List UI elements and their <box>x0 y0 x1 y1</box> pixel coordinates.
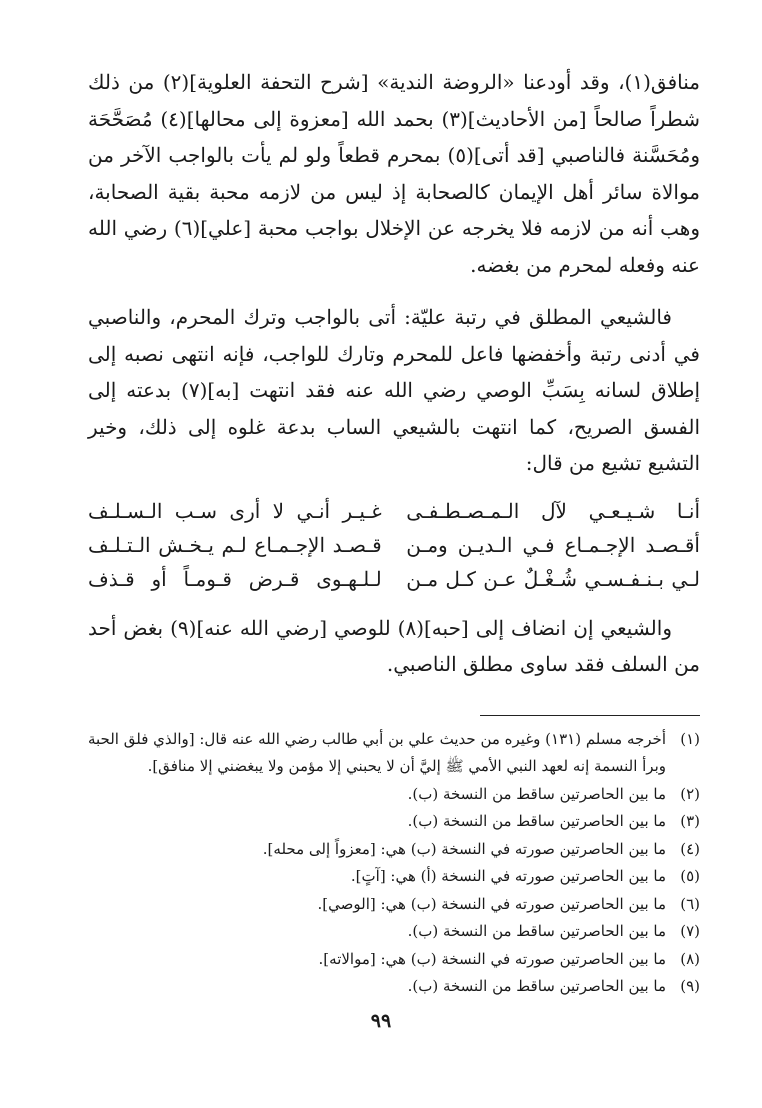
verse-second-hemistich: غـيـر أنـي لا أرى سـب الـسـلـف <box>88 498 382 523</box>
footnote-number: (١) <box>680 729 700 748</box>
footnote-3 <box>88 808 700 836</box>
footnote-7 <box>88 918 700 946</box>
poem-verse-1 <box>88 494 700 528</box>
footnote-8 <box>88 946 700 974</box>
footnote-5 <box>88 863 700 891</box>
footnote-number: (٨) <box>680 949 700 968</box>
verse-second-hemistich: لـلـهـوى قـرض قـومـاً أو قـذف <box>88 566 382 591</box>
page-number: ٩٩ <box>370 1010 392 1032</box>
footnote-number: (٦) <box>680 894 700 913</box>
footnote-number: (٩) <box>680 977 700 995</box>
footnote-number: (٥) <box>680 867 700 885</box>
verse-first-hemistich: أنـا شـيـعـي لآل الـمـصـطـفـى <box>406 498 700 523</box>
footnote-9 <box>88 973 700 1001</box>
footnote-text: ما بين الحاصرتين ساقط من النسخة (ب). <box>407 977 666 995</box>
footnote-1 <box>88 726 700 781</box>
closing-paragraph: والشيعي إن انضاف إلى [حبه](٨) للوصي [رضي الله عنه](٩) بغض أحد من السلف فقد ساوى مطلق الناصبي. <box>88 615 700 676</box>
footnote-2 <box>88 781 700 809</box>
footnote-6 <box>88 891 700 919</box>
verse-first-hemistich: لـي بـنـفـسـي شُـغْـلٌ عـن كـل مـن <box>406 566 700 591</box>
footnote-text: ما بين الحاصرتين صورته في النسخة (ب) هي: [الوصي]. <box>317 894 666 913</box>
verse-first-hemistich: أقـصـد الإجـمـاع فـي الـديـن ومـن <box>406 532 700 557</box>
footnote-number: (٢) <box>680 784 700 803</box>
footnote-text: ما بين الحاصرتين صورته في النسخة (ب) هي: [معزواً إلى محله]. <box>262 839 666 858</box>
footnote-text: ما بين الحاصرتين ساقط من النسخة (ب). <box>407 812 666 830</box>
verse-second-hemistich: قـصـد الإجـمـاع لـم يـخـش الـتـلـف <box>88 532 382 557</box>
poem-verse-2 <box>88 528 700 562</box>
paragraph-gap <box>88 283 700 299</box>
footnote-text: ما بين الحاصرتين صورته في النسخة (ب) هي: [موالاته]. <box>318 949 666 968</box>
footnote-text: ما بين الحاصرتين ساقط من النسخة (ب). <box>407 784 666 803</box>
footnote-number: (٧) <box>680 922 700 940</box>
poem-verse-3 <box>88 562 700 596</box>
footnote-text: ما بين الحاصرتين صورته في النسخة (أ) هي: [آتٍ]. <box>350 867 666 885</box>
footnote-number: (٤) <box>680 839 700 858</box>
page-body <box>88 64 700 1001</box>
paragraph-2: فالشيعي المطلق في رتبة عليّة: أتى بالواجب وترك المحرم، والناصبي في أدنى رتبة وأخفضها فاعل للمحرم وتارك للواجب، فإنه انتهى نصبه إلى إطلاق لسانه بِسَبِّ الوصي رضي الله عنه فقد انتهت [به](٧) بدعته إلى الفسق الصريح، كما انتهت بالشيعي الساب بدعة غلوه إلى ذلك، وخير التشيع تشيع من قال: <box>88 305 701 475</box>
footnote-text: ما بين الحاصرتين ساقط من النسخة (ب). <box>407 922 666 940</box>
footnote-text: أخرجه مسلم (١٣١) وغيره من حديث علي بن أبي طالب رضي الله عنه قال: [والذي فلق الحبة وبرأ النسمة إنه لعهد النبي الأمي ﷺ إليَّ أن لا يحبني إلا مؤمن ولا يبغضني إلا منافق]. <box>87 729 666 775</box>
footnotes <box>88 726 700 1001</box>
poem <box>88 494 700 596</box>
paragraph-1: منافق(١)، وقد أودعنا «الروضة الندية» [شرح التحفة العلوية](٢) من ذلك شطراً صالحاً [من الأحاديث](٣) بحمد الله [معزوة إلى محالها](٤) مُصَحَّحَة ومُحَسَّنة فالناصبي [قد أتى](٥) بمحرم قطعاً ولو لم يأت بالواجب الآخر من موالاة سائر أهل الإيمان كالصحابة إذ ليس من لازمه محبة بقية الصحابة، وهب أنه من لازمه فلا يخرجه عن الإخلال بواجب محبة [علي](٦) رضي الله عنه وفعله لمحرم من بغضه. <box>88 70 701 277</box>
footnote-number: (٣) <box>680 812 700 830</box>
footnote-4 <box>88 836 700 864</box>
footnote-separator <box>480 715 700 716</box>
